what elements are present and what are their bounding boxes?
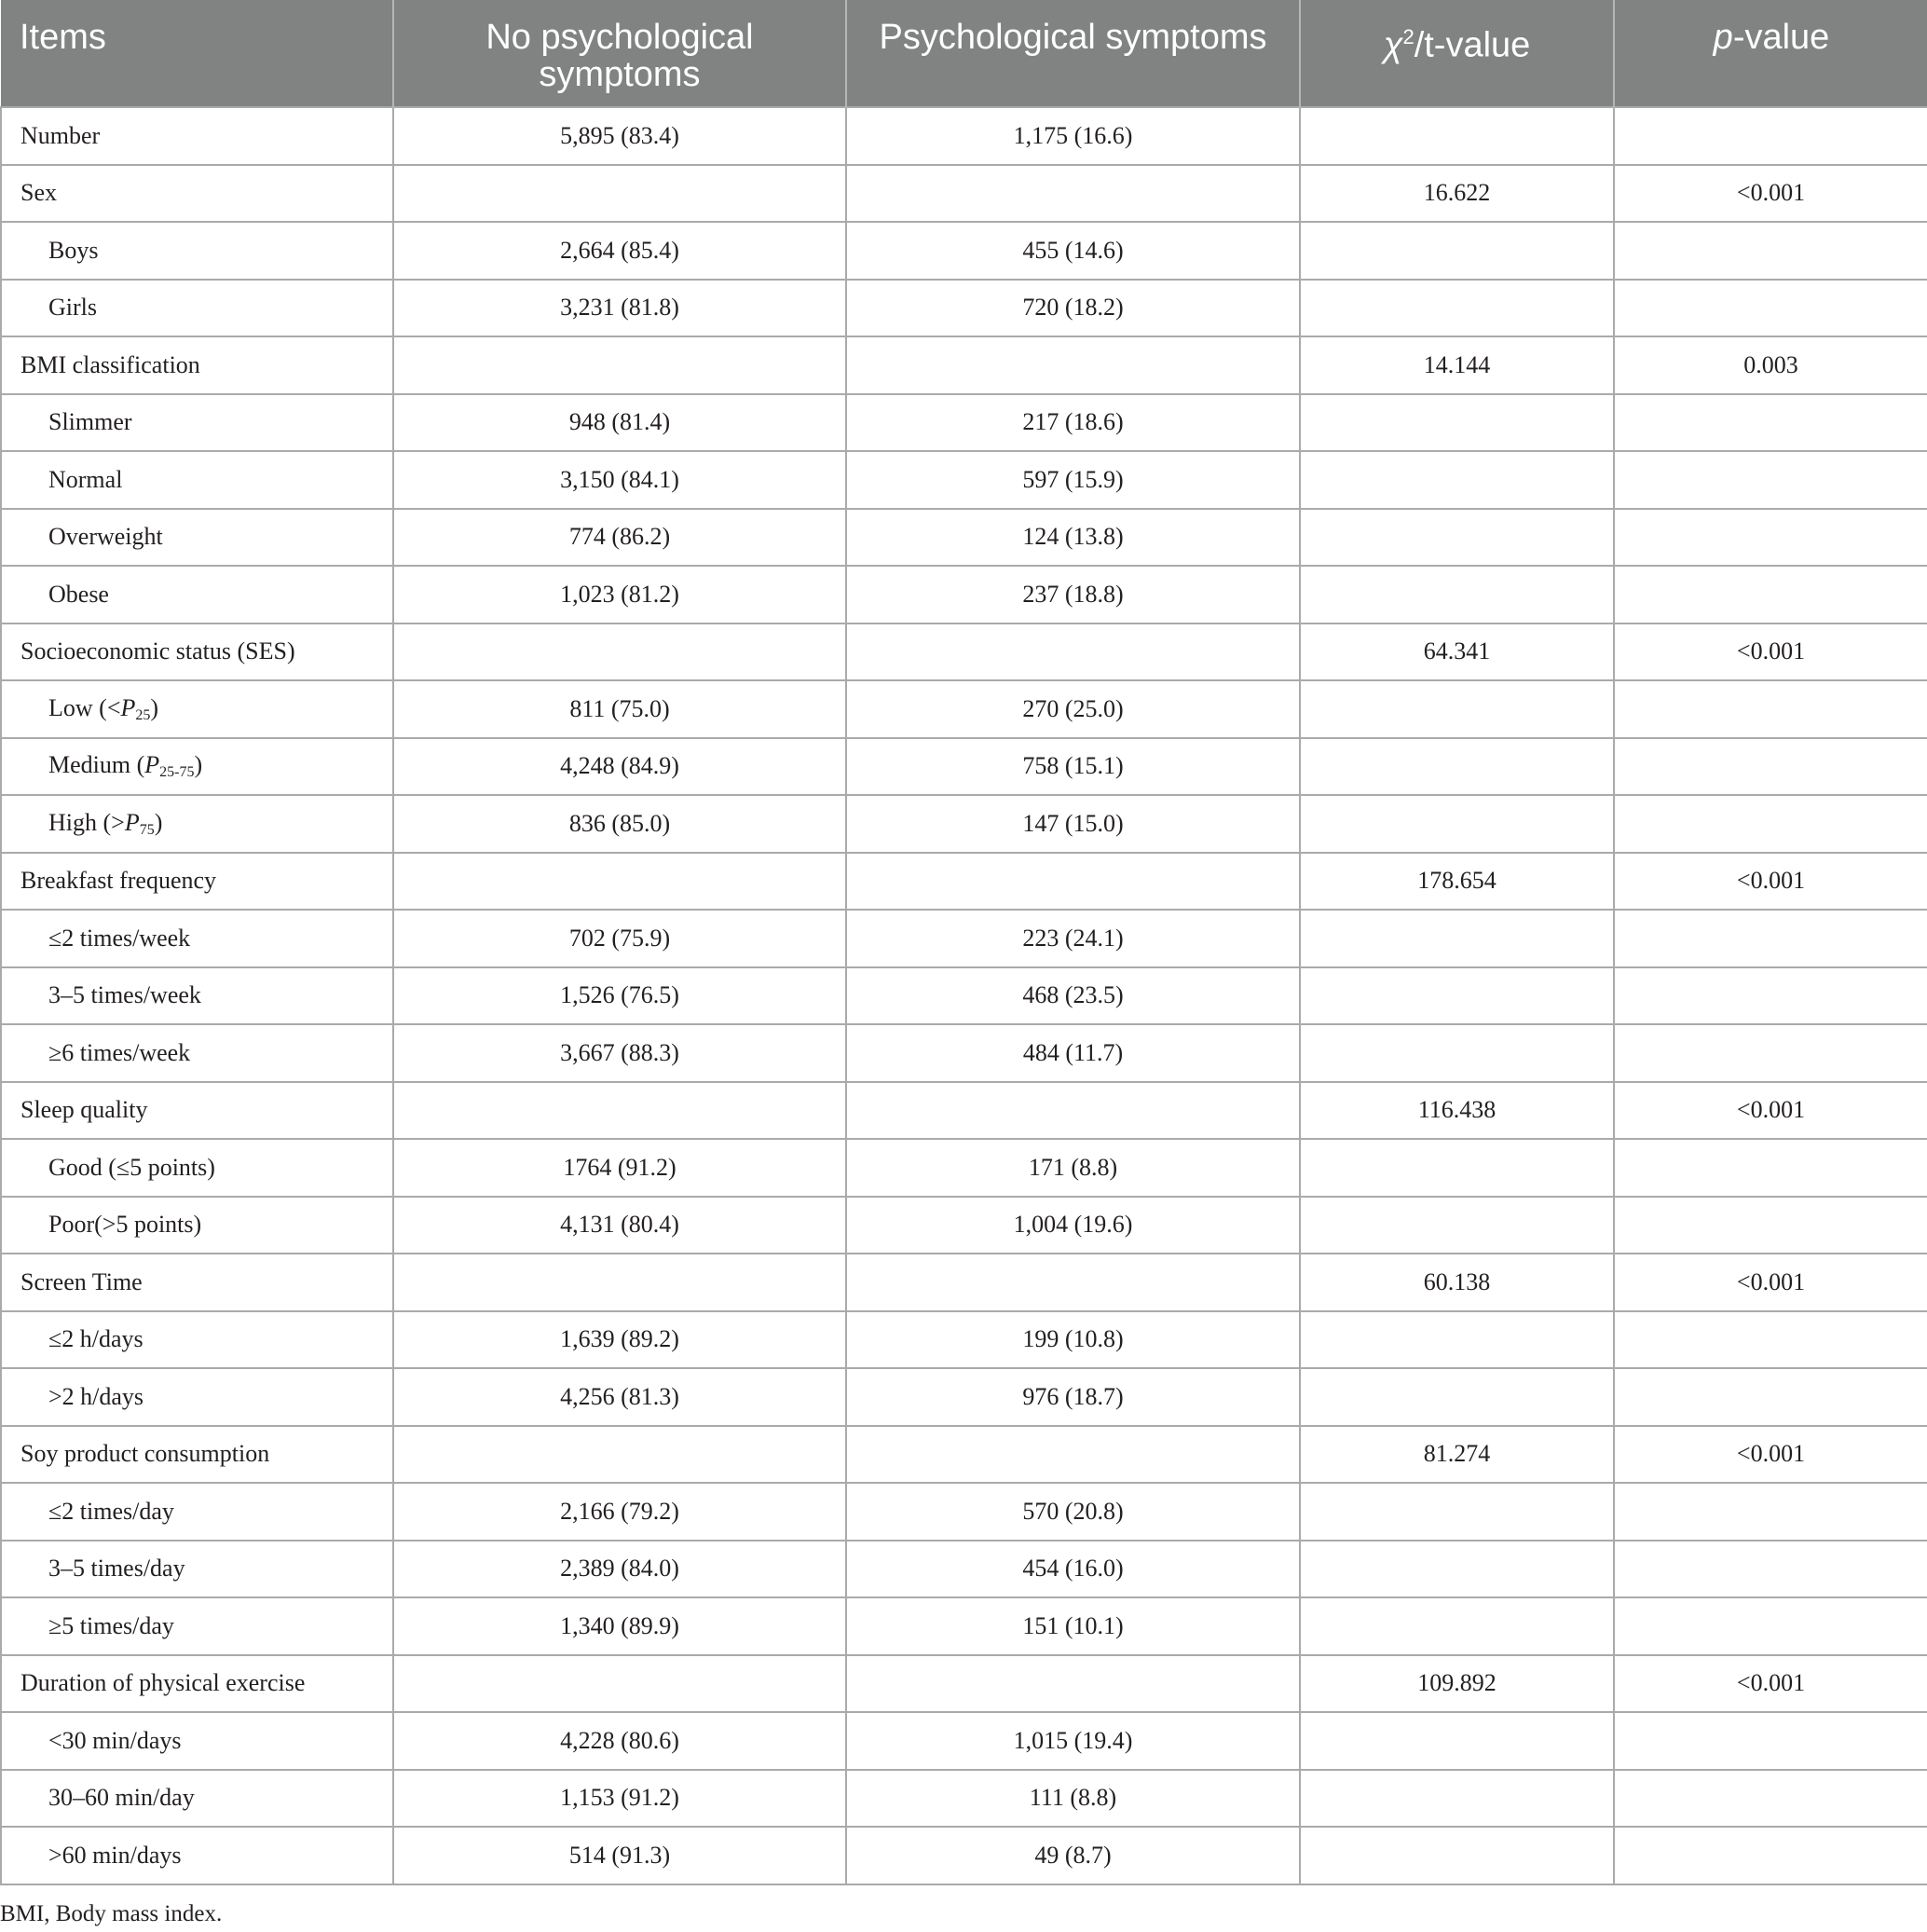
value-p: <0.001 bbox=[1614, 165, 1927, 223]
table-row bbox=[1, 1712, 1927, 1770]
value-symptoms: 720 (18.2) bbox=[846, 280, 1300, 337]
value-p bbox=[1614, 1139, 1927, 1197]
value-no-symptoms: 1764 (91.2) bbox=[393, 1139, 846, 1197]
value-no-symptoms: 4,131 (80.4) bbox=[393, 1197, 846, 1254]
value-p bbox=[1614, 738, 1927, 796]
value-no-symptoms bbox=[393, 1082, 846, 1140]
row-label: Obese bbox=[1, 566, 393, 623]
chi-superscript: 2 bbox=[1402, 25, 1414, 48]
value-p bbox=[1614, 509, 1927, 567]
value-stat bbox=[1300, 107, 1614, 165]
table-row bbox=[1, 1827, 1927, 1884]
header-stat bbox=[1300, 0, 1614, 107]
label-suffix: ) bbox=[154, 808, 163, 836]
value-symptoms bbox=[846, 623, 1300, 681]
value-stat bbox=[1300, 910, 1614, 967]
value-stat bbox=[1300, 1024, 1614, 1082]
value-symptoms: 758 (15.1) bbox=[846, 738, 1300, 796]
row-label: Sleep quality bbox=[1, 1082, 393, 1140]
value-p: <0.001 bbox=[1614, 1655, 1927, 1713]
value-symptoms: 484 (11.7) bbox=[846, 1024, 1300, 1082]
value-stat: 116.438 bbox=[1300, 1082, 1614, 1140]
table-row bbox=[1, 1311, 1927, 1369]
row-label: Breakfast frequency bbox=[1, 853, 393, 911]
table-row bbox=[1, 1426, 1927, 1484]
value-p bbox=[1614, 222, 1927, 280]
table-footnote: BMI, Body mass index. bbox=[0, 1901, 223, 1926]
value-stat bbox=[1300, 1311, 1614, 1369]
table-header bbox=[1, 0, 1927, 107]
value-p bbox=[1614, 566, 1927, 623]
value-stat bbox=[1300, 1827, 1614, 1884]
value-symptoms: 124 (13.8) bbox=[846, 509, 1300, 567]
label-prefix: Medium ( bbox=[48, 751, 145, 779]
value-symptoms bbox=[846, 853, 1300, 911]
value-stat bbox=[1300, 509, 1614, 567]
percentile-subscript: 25 bbox=[135, 706, 151, 723]
table-row bbox=[1, 165, 1927, 223]
percentile-subscript: 75 bbox=[139, 821, 155, 838]
value-symptoms: 454 (16.0) bbox=[846, 1541, 1300, 1598]
row-label: ≤2 times/week bbox=[1, 910, 393, 967]
table-row bbox=[1, 1197, 1927, 1254]
table-row bbox=[1, 1139, 1927, 1197]
value-stat bbox=[1300, 967, 1614, 1025]
value-symptoms: 1,175 (16.6) bbox=[846, 107, 1300, 165]
row-label: Number bbox=[1, 107, 393, 165]
value-p bbox=[1614, 1541, 1927, 1598]
value-symptoms: 49 (8.7) bbox=[846, 1827, 1300, 1884]
row-label: ≥5 times/day bbox=[1, 1597, 393, 1655]
stat-suffix: /t-value bbox=[1414, 25, 1531, 65]
value-no-symptoms: 3,667 (88.3) bbox=[393, 1024, 846, 1082]
value-stat bbox=[1300, 1483, 1614, 1541]
row-label: Socioeconomic status (SES) bbox=[1, 623, 393, 681]
value-symptoms: 151 (10.1) bbox=[846, 1597, 1300, 1655]
value-no-symptoms: 2,389 (84.0) bbox=[393, 1541, 846, 1598]
table-row bbox=[1, 1483, 1927, 1541]
value-stat: 60.138 bbox=[1300, 1254, 1614, 1311]
row-label: Poor(>5 points) bbox=[1, 1197, 393, 1254]
value-p bbox=[1614, 1712, 1927, 1770]
value-symptoms: 570 (20.8) bbox=[846, 1483, 1300, 1541]
value-symptoms bbox=[846, 1254, 1300, 1311]
value-p: <0.001 bbox=[1614, 1426, 1927, 1484]
value-stat bbox=[1300, 795, 1614, 853]
value-stat bbox=[1300, 1770, 1614, 1828]
table-row bbox=[1, 107, 1927, 165]
value-p bbox=[1614, 1197, 1927, 1254]
value-no-symptoms: 702 (75.9) bbox=[393, 910, 846, 967]
percentile-symbol: P bbox=[144, 751, 160, 779]
value-p bbox=[1614, 394, 1927, 452]
table-row bbox=[1, 394, 1927, 452]
value-symptoms: 1,015 (19.4) bbox=[846, 1712, 1300, 1770]
row-label: Duration of physical exercise bbox=[1, 1655, 393, 1713]
value-symptoms: 1,004 (19.6) bbox=[846, 1197, 1300, 1254]
value-no-symptoms: 3,150 (84.1) bbox=[393, 451, 846, 509]
value-stat bbox=[1300, 1368, 1614, 1426]
value-symptoms bbox=[846, 1426, 1300, 1484]
value-p bbox=[1614, 795, 1927, 853]
value-no-symptoms bbox=[393, 623, 846, 681]
row-label bbox=[1, 738, 393, 796]
value-symptoms bbox=[846, 165, 1300, 223]
row-label: >2 h/days bbox=[1, 1368, 393, 1426]
value-p: <0.001 bbox=[1614, 1254, 1927, 1311]
row-label: Sex bbox=[1, 165, 393, 223]
value-stat bbox=[1300, 738, 1614, 796]
value-p: <0.001 bbox=[1614, 853, 1927, 911]
value-no-symptoms: 2,664 (85.4) bbox=[393, 222, 846, 280]
value-p bbox=[1614, 280, 1927, 337]
row-label: ≤2 times/day bbox=[1, 1483, 393, 1541]
value-symptoms: 223 (24.1) bbox=[846, 910, 1300, 967]
table-row bbox=[1, 336, 1927, 394]
value-symptoms: 455 (14.6) bbox=[846, 222, 1300, 280]
value-no-symptoms: 4,248 (84.9) bbox=[393, 738, 846, 796]
table-row bbox=[1, 1024, 1927, 1082]
value-stat bbox=[1300, 1139, 1614, 1197]
value-stat bbox=[1300, 451, 1614, 509]
value-stat: 64.341 bbox=[1300, 623, 1614, 681]
value-stat bbox=[1300, 566, 1614, 623]
value-no-symptoms: 774 (86.2) bbox=[393, 509, 846, 567]
value-no-symptoms: 5,895 (83.4) bbox=[393, 107, 846, 165]
table-row bbox=[1, 853, 1927, 911]
row-label: BMI classification bbox=[1, 336, 393, 394]
value-symptoms: 597 (15.9) bbox=[846, 451, 1300, 509]
value-p: <0.001 bbox=[1614, 1082, 1927, 1140]
chi-symbol: χ bbox=[1383, 25, 1403, 65]
value-p bbox=[1614, 1597, 1927, 1655]
value-stat: 81.274 bbox=[1300, 1426, 1614, 1484]
value-no-symptoms bbox=[393, 1426, 846, 1484]
p-letter: p bbox=[1713, 18, 1733, 57]
table-row bbox=[1, 680, 1927, 738]
value-stat bbox=[1300, 1197, 1614, 1254]
percentile-subscript: 25-75 bbox=[159, 764, 195, 781]
value-p bbox=[1614, 1311, 1927, 1369]
row-label: ≥6 times/week bbox=[1, 1024, 393, 1082]
value-p bbox=[1614, 107, 1927, 165]
value-symptoms: 468 (23.5) bbox=[846, 967, 1300, 1025]
value-symptoms: 976 (18.7) bbox=[846, 1368, 1300, 1426]
value-no-symptoms: 3,231 (81.8) bbox=[393, 280, 846, 337]
table-row bbox=[1, 280, 1927, 337]
row-label: Good (≤5 points) bbox=[1, 1139, 393, 1197]
value-symptoms: 147 (15.0) bbox=[846, 795, 1300, 853]
value-p: <0.001 bbox=[1614, 623, 1927, 681]
header-no-symptoms: No psychological symptoms bbox=[393, 0, 846, 107]
label-prefix: High (> bbox=[48, 808, 125, 836]
table-body bbox=[1, 107, 1927, 1884]
row-label: Girls bbox=[1, 280, 393, 337]
row-label: Normal bbox=[1, 451, 393, 509]
value-no-symptoms bbox=[393, 1254, 846, 1311]
value-p bbox=[1614, 1770, 1927, 1828]
row-label: 3–5 times/week bbox=[1, 967, 393, 1025]
table-row bbox=[1, 1254, 1927, 1311]
row-label: Boys bbox=[1, 222, 393, 280]
value-p bbox=[1614, 451, 1927, 509]
value-symptoms bbox=[846, 1082, 1300, 1140]
value-stat bbox=[1300, 1712, 1614, 1770]
value-no-symptoms bbox=[393, 336, 846, 394]
row-label bbox=[1, 680, 393, 738]
row-label: 3–5 times/day bbox=[1, 1541, 393, 1598]
percentile-symbol: P bbox=[124, 808, 140, 836]
value-stat: 109.892 bbox=[1300, 1655, 1614, 1713]
value-stat bbox=[1300, 680, 1614, 738]
value-symptoms: 217 (18.6) bbox=[846, 394, 1300, 452]
table-row bbox=[1, 1082, 1927, 1140]
table-row bbox=[1, 222, 1927, 280]
row-label: 30–60 min/day bbox=[1, 1770, 393, 1828]
row-label: Soy product consumption bbox=[1, 1426, 393, 1484]
value-no-symptoms: 4,228 (80.6) bbox=[393, 1712, 846, 1770]
header-p-value bbox=[1614, 0, 1927, 107]
value-p: 0.003 bbox=[1614, 336, 1927, 394]
value-stat bbox=[1300, 1597, 1614, 1655]
value-symptoms: 111 (8.8) bbox=[846, 1770, 1300, 1828]
value-no-symptoms bbox=[393, 165, 846, 223]
row-label: <30 min/days bbox=[1, 1712, 393, 1770]
value-p bbox=[1614, 680, 1927, 738]
table-row bbox=[1, 967, 1927, 1025]
value-symptoms: 171 (8.8) bbox=[846, 1139, 1300, 1197]
value-no-symptoms: 1,526 (76.5) bbox=[393, 967, 846, 1025]
table-row bbox=[1, 910, 1927, 967]
value-p bbox=[1614, 967, 1927, 1025]
value-p bbox=[1614, 910, 1927, 967]
label-suffix: ) bbox=[194, 751, 203, 779]
value-no-symptoms: 811 (75.0) bbox=[393, 680, 846, 738]
value-p bbox=[1614, 1827, 1927, 1884]
value-stat bbox=[1300, 1541, 1614, 1598]
value-no-symptoms: 1,639 (89.2) bbox=[393, 1311, 846, 1369]
value-no-symptoms: 1,153 (91.2) bbox=[393, 1770, 846, 1828]
value-p bbox=[1614, 1368, 1927, 1426]
value-no-symptoms: 1,340 (89.9) bbox=[393, 1597, 846, 1655]
header-symptoms: Psychological symptoms bbox=[846, 0, 1300, 107]
table-row bbox=[1, 1597, 1927, 1655]
p-suffix: -value bbox=[1732, 18, 1830, 57]
value-no-symptoms: 1,023 (81.2) bbox=[393, 566, 846, 623]
table-row bbox=[1, 451, 1927, 509]
value-no-symptoms bbox=[393, 853, 846, 911]
table-row bbox=[1, 795, 1927, 853]
value-p bbox=[1614, 1483, 1927, 1541]
value-symptoms: 199 (10.8) bbox=[846, 1311, 1300, 1369]
value-stat: 16.622 bbox=[1300, 165, 1614, 223]
value-no-symptoms bbox=[393, 1655, 846, 1713]
table-row bbox=[1, 738, 1927, 796]
value-symptoms: 237 (18.8) bbox=[846, 566, 1300, 623]
value-no-symptoms: 948 (81.4) bbox=[393, 394, 846, 452]
value-symptoms bbox=[846, 1655, 1300, 1713]
value-symptoms: 270 (25.0) bbox=[846, 680, 1300, 738]
table-row bbox=[1, 1368, 1927, 1426]
label-suffix: ) bbox=[150, 693, 159, 721]
value-stat bbox=[1300, 280, 1614, 337]
row-label: Overweight bbox=[1, 509, 393, 567]
value-no-symptoms: 2,166 (79.2) bbox=[393, 1483, 846, 1541]
row-label: Slimmer bbox=[1, 394, 393, 452]
header-row bbox=[1, 0, 1927, 107]
value-symptoms bbox=[846, 336, 1300, 394]
row-label: ≤2 h/days bbox=[1, 1311, 393, 1369]
value-stat bbox=[1300, 222, 1614, 280]
table-row bbox=[1, 509, 1927, 567]
table-row bbox=[1, 623, 1927, 681]
row-label: >60 min/days bbox=[1, 1827, 393, 1884]
value-no-symptoms: 514 (91.3) bbox=[393, 1827, 846, 1884]
label-prefix: Low (< bbox=[48, 693, 121, 721]
row-label bbox=[1, 795, 393, 853]
value-p bbox=[1614, 1024, 1927, 1082]
row-label: Screen Time bbox=[1, 1254, 393, 1311]
value-no-symptoms: 4,256 (81.3) bbox=[393, 1368, 846, 1426]
value-no-symptoms: 836 (85.0) bbox=[393, 795, 846, 853]
percentile-symbol: P bbox=[120, 693, 136, 721]
header-items: Items bbox=[1, 0, 393, 107]
value-stat: 178.654 bbox=[1300, 853, 1614, 911]
table-row bbox=[1, 1770, 1927, 1828]
value-stat: 14.144 bbox=[1300, 336, 1614, 394]
table-row bbox=[1, 1541, 1927, 1598]
value-stat bbox=[1300, 394, 1614, 452]
table-row bbox=[1, 566, 1927, 623]
table-row bbox=[1, 1655, 1927, 1713]
